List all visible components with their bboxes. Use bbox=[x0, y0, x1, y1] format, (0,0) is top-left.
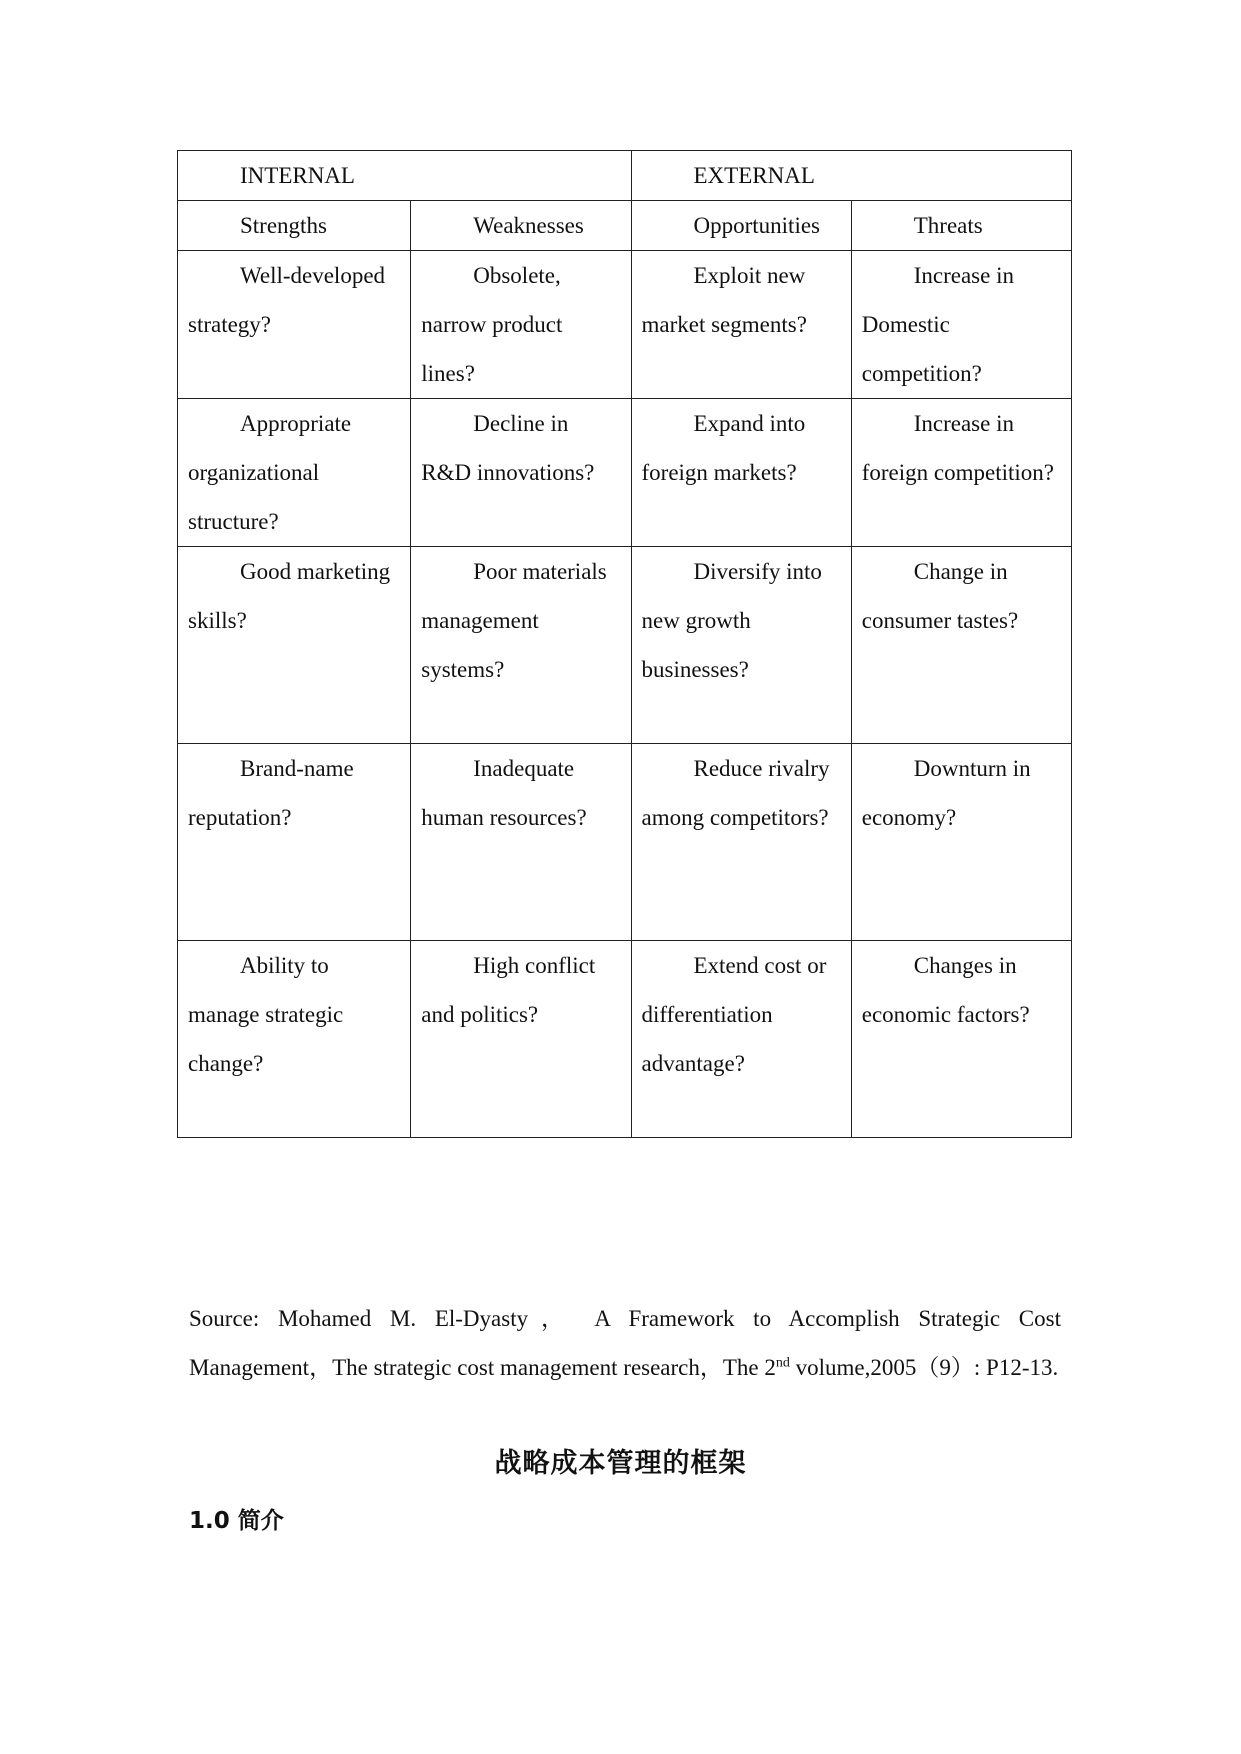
chinese-title: 战略成本管理的框架 bbox=[494, 1448, 747, 1479]
table-cell: Diversify into new growth businesses? bbox=[631, 547, 851, 744]
table-cell: Expand into foreign markets? bbox=[631, 399, 851, 547]
table-cell: Increase in Domestic competition? bbox=[851, 251, 1071, 399]
ordinal-superscript: nd bbox=[775, 1355, 790, 1371]
table-row bbox=[178, 744, 1072, 941]
table-cell: Changes in economic factors? bbox=[851, 941, 1071, 1138]
source-citation bbox=[189, 1294, 1061, 1392]
table-cell: Decline in R&D innovations? bbox=[411, 399, 631, 547]
table-cell: Inadequate human resources? bbox=[411, 744, 631, 941]
column-header-strengths: Strengths bbox=[178, 201, 411, 251]
table-row bbox=[178, 399, 1072, 547]
table-subheader-row bbox=[178, 201, 1072, 251]
table-cell: Change in consumer tastes? bbox=[851, 547, 1071, 744]
table-cell: Ability to manage strategic change? bbox=[178, 941, 411, 1138]
table-row bbox=[178, 941, 1072, 1138]
section-heading: 1.0 简介 bbox=[189, 1508, 284, 1534]
table-cell: Poor materials management systems? bbox=[411, 547, 631, 744]
source-text: Source: Mohamed M. El-Dyasty， A Framework to Accomplish Strategic Cost Management，The strategic cost management research，The 2 bbox=[189, 1306, 1061, 1380]
table-cell: Well-developed strategy? bbox=[178, 251, 411, 399]
column-header-threats: Threats bbox=[851, 201, 1071, 251]
table-cell: Reduce rivalry among competitors? bbox=[631, 744, 851, 941]
table-header-row bbox=[178, 151, 1072, 201]
table-cell: Increase in foreign competition? bbox=[851, 399, 1071, 547]
table-cell: Obsolete, narrow product lines? bbox=[411, 251, 631, 399]
table-row bbox=[178, 251, 1072, 399]
column-header-opportunities: Opportunities bbox=[631, 201, 851, 251]
table-cell: High conflict and politics? bbox=[411, 941, 631, 1138]
header-external: EXTERNAL bbox=[631, 151, 1072, 201]
table-cell: Brand-name reputation? bbox=[178, 744, 411, 941]
swot-table bbox=[177, 150, 1072, 1138]
table-cell: Downturn in economy? bbox=[851, 744, 1071, 941]
table-cell: Appropriate organizational structure? bbox=[178, 399, 411, 547]
table-cell: Exploit new market segments? bbox=[631, 251, 851, 399]
header-internal: INTERNAL bbox=[178, 151, 632, 201]
table-cell: Extend cost or differentiation advantage? bbox=[631, 941, 851, 1138]
source-text-end: volume,2005（9）: P12-13. bbox=[789, 1355, 1059, 1380]
table-cell: Good marketing skills? bbox=[178, 547, 411, 744]
column-header-weaknesses: Weaknesses bbox=[411, 201, 631, 251]
table-row bbox=[178, 547, 1072, 744]
